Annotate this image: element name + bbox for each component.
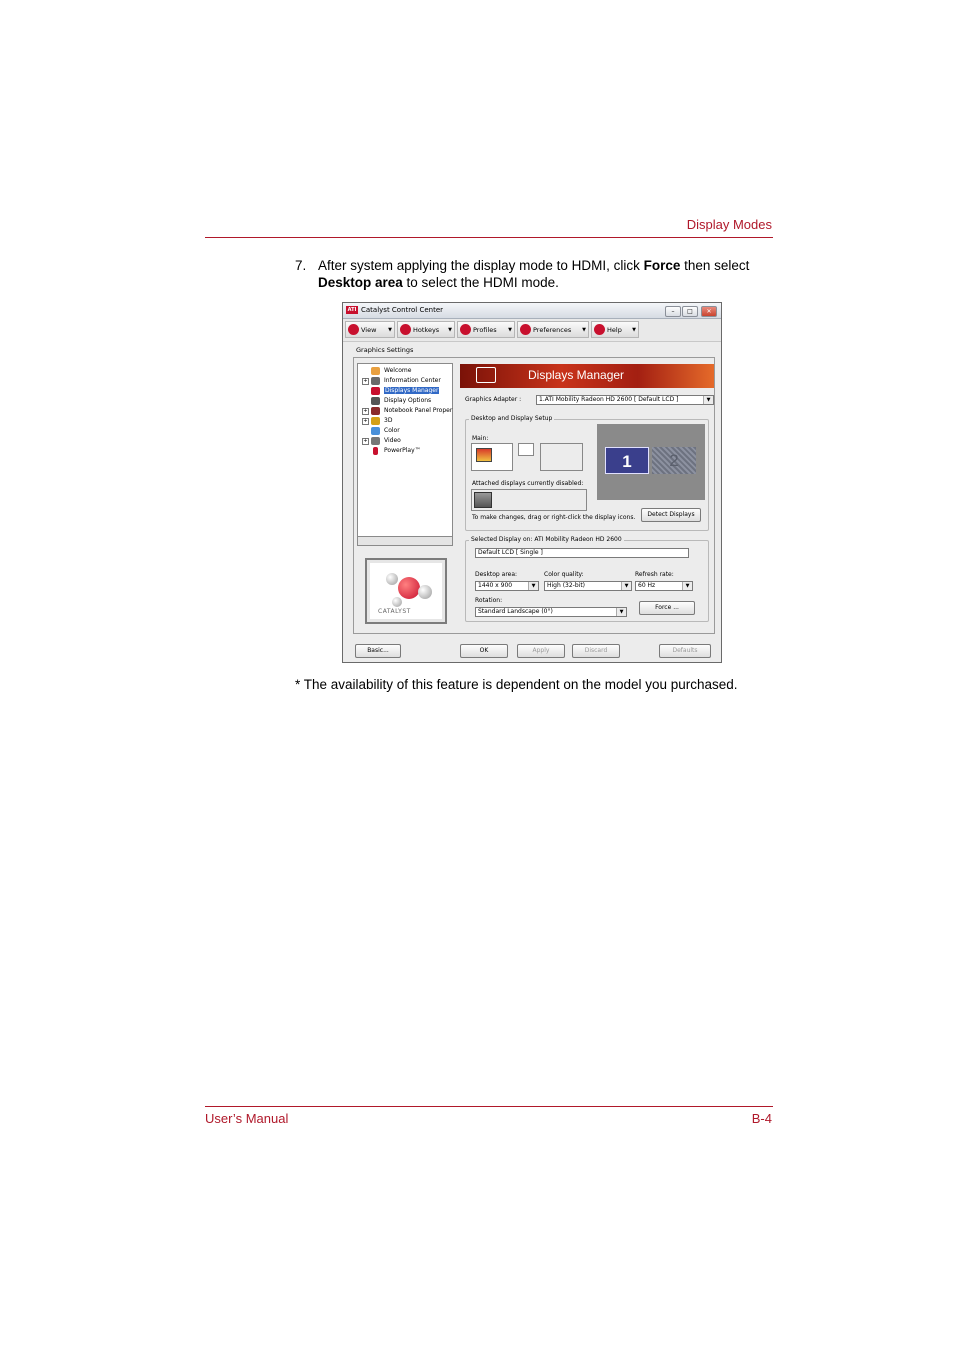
navigation-tree <box>357 363 453 546</box>
expand-icon[interactable]: + <box>363 378 368 384</box>
chevron-down-icon: ▼ <box>682 582 692 590</box>
tree-item-video[interactable]: Video <box>384 437 401 444</box>
selected-display-value: Default LCD [ Single ] <box>478 549 543 556</box>
info-center-icon <box>371 377 380 385</box>
help-icon <box>594 324 605 335</box>
disabled-displays-slot[interactable] <box>471 489 587 511</box>
step-text-part: After system applying the display mode to HDMI, click <box>318 258 644 273</box>
section-title: Display Modes <box>686 217 772 232</box>
display-slot[interactable] <box>540 443 583 471</box>
basic-button[interactable]: Basic... <box>355 644 401 658</box>
minimize-button[interactable]: – <box>665 306 681 317</box>
expand-icon[interactable]: + <box>363 418 368 424</box>
expand-icon[interactable]: + <box>363 438 368 444</box>
display-slot-small[interactable] <box>518 443 534 456</box>
desktop-area-select[interactable] <box>475 581 539 591</box>
tree-item-powerplay[interactable]: PowerPlay™ <box>384 447 421 454</box>
window-title: Catalyst Control Center <box>361 306 444 314</box>
tree-item-welcome[interactable]: Welcome <box>384 367 412 374</box>
tree-item-notebook-panel[interactable]: Notebook Panel Proper <box>384 407 453 414</box>
step-text <box>318 257 765 291</box>
close-button[interactable]: ✕ <box>701 306 717 317</box>
laptop-icon <box>476 448 492 462</box>
chevron-down-icon: ▼ <box>616 608 626 616</box>
chevron-down-icon: ▼ <box>582 327 586 333</box>
group-title: Selected Display on: ATI Mobility Radeon HD 2600 <box>471 536 622 543</box>
tree-item-3d[interactable]: 3D <box>384 417 393 424</box>
preferences-icon <box>520 324 531 335</box>
chevron-down-icon: ▼ <box>508 327 512 333</box>
profiles-icon <box>460 324 471 335</box>
displays-manager-banner <box>460 364 714 388</box>
step-number: 7. <box>295 258 307 273</box>
color-quality-label: Color quality: <box>544 571 584 578</box>
display-1-icon[interactable]: 1 <box>605 447 649 474</box>
main-label: Main: <box>472 435 489 442</box>
display-options-icon <box>371 397 380 405</box>
defaults-button[interactable]: Defaults <box>659 644 711 658</box>
color-icon <box>371 427 380 435</box>
footer-rule <box>205 1106 773 1107</box>
selected-display-field[interactable] <box>475 548 689 558</box>
force-keyword: Force <box>643 258 681 273</box>
apply-button[interactable]: Apply <box>517 644 565 658</box>
toolbar <box>343 319 721 342</box>
catalyst-logo-image <box>365 558 447 624</box>
color-quality-value: High (32-bit) <box>547 582 586 589</box>
toolbar-label: Hotkeys <box>413 325 440 334</box>
refresh-rate-label: Refresh rate: <box>635 571 674 578</box>
toolbar-profiles-button[interactable] <box>457 321 515 338</box>
graphics-adapter-value: 1.ATI Mobility Radeon HD 2600 [ Default LCD ] <box>539 396 679 403</box>
discard-button[interactable]: Discard <box>572 644 620 658</box>
toolbar-help-button[interactable] <box>591 321 639 338</box>
color-quality-select[interactable] <box>544 581 632 591</box>
ok-button[interactable]: OK <box>460 644 508 658</box>
expand-icon[interactable]: + <box>363 408 368 414</box>
ati-logo-icon: ATI <box>347 307 357 313</box>
tree-item-display-options[interactable]: Display Options <box>384 397 432 404</box>
toolbar-label: View <box>361 325 377 334</box>
catalyst-logo-text: CATALYST <box>378 608 411 615</box>
chevron-down-icon: ▼ <box>528 582 538 590</box>
desktop-area-keyword: Desktop area <box>318 275 403 290</box>
header-rule <box>205 237 773 238</box>
chevron-down-icon: ▼ <box>448 327 452 333</box>
step-text-part: then select <box>680 258 750 273</box>
rotation-select[interactable] <box>475 607 627 617</box>
chevron-down-icon: ▼ <box>388 327 392 333</box>
step-text-part: to select the HDMI mode. <box>402 275 559 290</box>
graphics-adapter-select[interactable] <box>536 395 714 405</box>
tree-item-color[interactable]: Color <box>384 427 400 434</box>
main-display-slot[interactable] <box>471 443 513 471</box>
maximize-button[interactable]: □ <box>682 306 698 317</box>
tree-item-information-center[interactable]: Information Center <box>384 377 441 384</box>
crt-monitor-icon <box>474 492 492 508</box>
rotation-value: Standard Landscape (0°) <box>478 608 553 615</box>
detect-displays-button[interactable]: Detect Displays <box>641 508 701 522</box>
display-arrangement-panel <box>597 424 705 500</box>
availability-note: * The availability of this feature is dependent on the model you purchased. <box>295 677 738 692</box>
tree-horizontal-scrollbar[interactable] <box>357 536 453 546</box>
welcome-icon <box>371 367 380 375</box>
toolbar-view-button[interactable] <box>345 321 395 338</box>
notebook-panel-icon <box>371 407 380 415</box>
toolbar-label: Profiles <box>473 325 497 334</box>
chevron-down-icon: ▼ <box>621 582 631 590</box>
toolbar-label: Help <box>607 325 622 334</box>
toolbar-preferences-button[interactable] <box>517 321 589 338</box>
3d-icon <box>371 417 380 425</box>
molecule-red-ball <box>398 577 420 599</box>
desktop-area-label: Desktop area: <box>475 571 518 578</box>
tree-item-displays-manager[interactable]: Displays Manager <box>385 387 439 394</box>
display-2-icon[interactable]: 2 <box>652 447 696 474</box>
chevron-down-icon: ▼ <box>703 396 713 404</box>
catalyst-window-screenshot <box>342 302 722 663</box>
molecule-grey-ball <box>392 597 402 607</box>
rotation-label: Rotation: <box>475 597 503 604</box>
molecule-grey-ball <box>418 585 432 599</box>
chevron-down-icon: ▼ <box>632 327 636 333</box>
footer-page-number: B-4 <box>751 1111 772 1126</box>
hotkeys-icon <box>400 324 411 335</box>
desktop-area-value: 1440 x 900 <box>478 582 513 589</box>
video-icon <box>371 437 380 445</box>
graphics-adapter-label: Graphics Adapter : <box>465 396 522 403</box>
logo-background <box>370 563 442 619</box>
toolbar-hotkeys-button[interactable] <box>397 321 455 338</box>
banner-title: Displays Manager <box>528 368 625 382</box>
disabled-displays-label: Attached displays currently disabled: <box>472 480 584 487</box>
arrow-right-icon <box>371 387 380 395</box>
powerplay-icon <box>373 447 378 455</box>
toolbar-label: Preferences <box>533 325 572 334</box>
refresh-rate-value: 60 Hz <box>638 582 656 589</box>
window-titlebar <box>343 303 721 319</box>
step-7 <box>295 257 765 291</box>
view-icon <box>348 324 359 335</box>
hint-text: To make changes, drag or right-click the display icons. <box>472 514 636 521</box>
monitor-icon <box>476 367 496 383</box>
footer-manual-title: User’s Manual <box>205 1111 289 1126</box>
force-button[interactable]: Force ... <box>639 601 695 615</box>
refresh-rate-select[interactable] <box>635 581 693 591</box>
tab-graphics-settings[interactable]: Graphics Settings <box>356 346 414 354</box>
group-title: Desktop and Display Setup <box>471 415 553 422</box>
molecule-grey-ball <box>386 573 398 585</box>
